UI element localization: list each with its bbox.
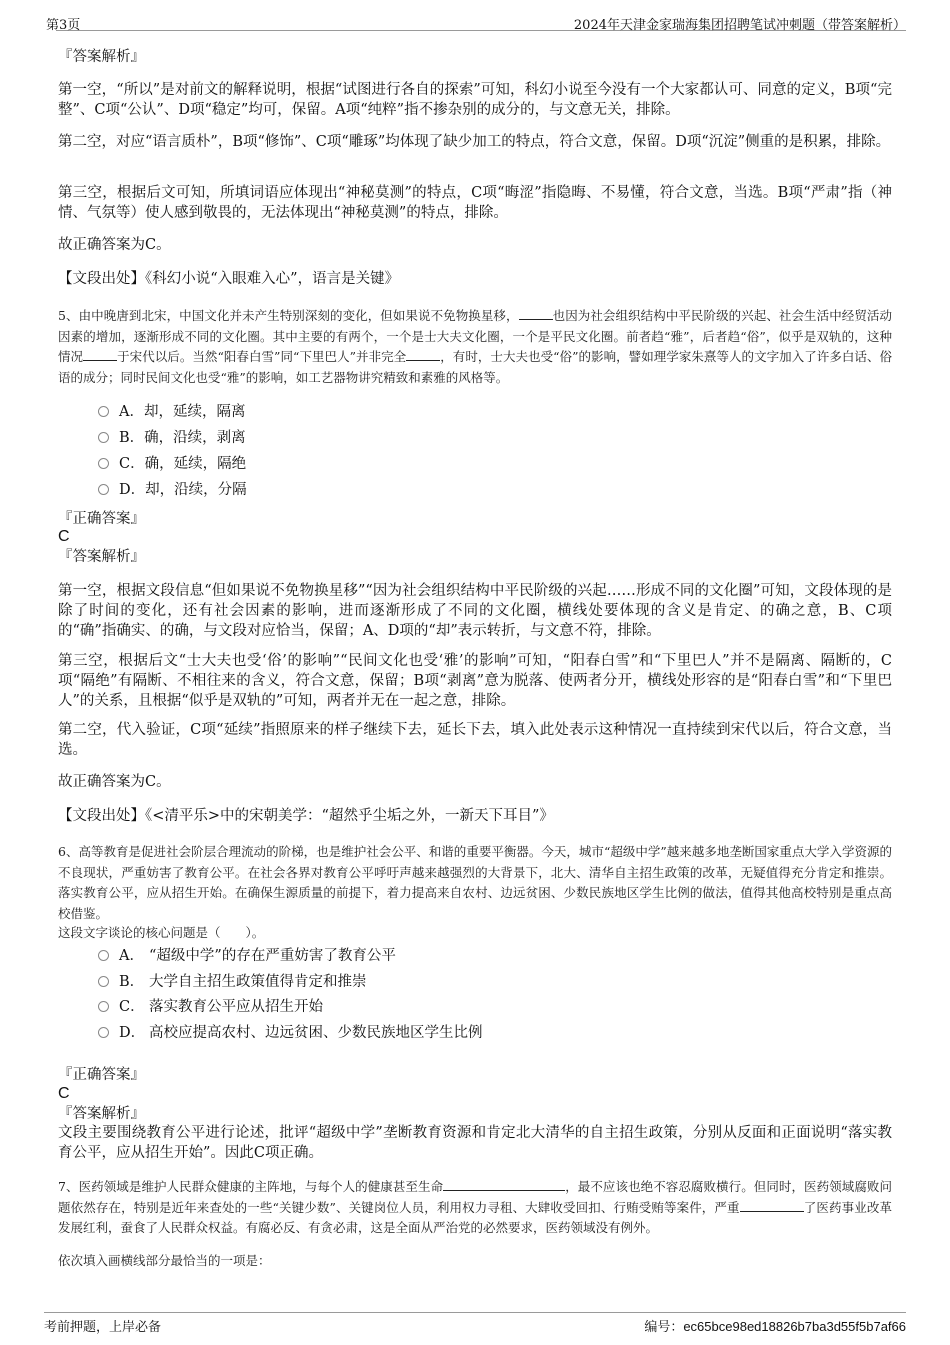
q5-option-c[interactable]: C．确，延续，隔绝 bbox=[98, 454, 246, 474]
q6-option-a[interactable]: A． “超级中学”的存在严重妨害了教育公平 bbox=[98, 946, 396, 966]
q4-source: 【文段出处】《科幻小说“入眼难入心”，语言是关键》 bbox=[58, 271, 400, 287]
q6-option-b[interactable]: B． 大学自主招生政策值得肯定和推崇 bbox=[98, 972, 367, 992]
q5-option-a[interactable]: A．却，延续，隔离 bbox=[98, 402, 245, 422]
q5-blank-3 bbox=[406, 348, 440, 361]
q5-conclusion: 故正确答案为C。 bbox=[58, 774, 171, 790]
q5-stem-part4: ，有时，士大夫也受“俗”的影响，譬如理学家朱熹等人的文字加入了许多白话、俗语的成分；同时民间文化也受“雅”的影响，如工艺器物讲究精致和素雅的风格等。 bbox=[58, 349, 892, 385]
document-title: 2024年天津金家瑞海集团招聘笔试冲刺题（带答案解析） bbox=[573, 18, 906, 33]
radio-icon[interactable] bbox=[98, 976, 109, 987]
q7-blank-2 bbox=[740, 1199, 804, 1212]
q5-source: 【文段出处】《<清平乐>中的宋朝美学：“超然乎尘垢之外，一新天下耳目”》 bbox=[58, 808, 554, 824]
q5-analysis-p3: 第二空，代入验证，C项“延续”指照原来的样子继续下去，延长下去，填入此处表示这种情况一直持续到宋代以后，符合文意，当选。 bbox=[58, 722, 892, 758]
code-value: ec65bce98ed18826b7ba3d55f5b7af66 bbox=[683, 1319, 906, 1334]
radio-icon[interactable] bbox=[98, 484, 109, 495]
q7-question: 依次填入画横线部分最恰当的一项是： bbox=[58, 1253, 271, 1268]
q6-question: 这段文字谈论的核心问题是（ ）。 bbox=[58, 925, 265, 940]
code-label: 编号： bbox=[644, 1320, 684, 1335]
radio-icon[interactable] bbox=[98, 950, 109, 961]
footer-slogan: 考前押题，上岸必备 bbox=[44, 1320, 162, 1335]
q6-analysis-label: 『答案解析』 bbox=[58, 1106, 145, 1122]
radio-icon[interactable] bbox=[98, 406, 109, 417]
q5-analysis-p1: 第一空，根据文段信息“但如果说不免物换星移”“因为社会组织结构中平民阶级的兴起……形成不同的文化圈”可知，文段体现的是除了时间的变化，还有社会因素的影响，进而逐渐形成了不同的文化圈，横线处要体现的含义是肯定、的确之意，B、C项的“确”指确实、的确，与文段对应恰当，保留；A、D项的“却”表示转折，与文意不符，排除。 bbox=[58, 583, 892, 639]
q5-correct-label: 『正确答案』 bbox=[58, 511, 145, 527]
q5-stem-part1: 5、由中晚唐到北宋，中国文化并未产生特别深刻的变化，但如果说不免物换星移， bbox=[58, 308, 519, 323]
radio-icon[interactable] bbox=[98, 1001, 109, 1012]
q7-stem-part3: 了医药事业改革发展红利，蚕食了人民群众权益。有腐必反、有贪必肃，这是全面从严治党的必然要求，医药领域没有例外。 bbox=[58, 1199, 892, 1235]
page-header bbox=[46, 12, 906, 33]
radio-icon[interactable] bbox=[98, 1027, 109, 1038]
q5-analysis-p2: 第三空，根据后文“士大夫也受‘俗’的影响”“民间文化也受‘雅’的影响”可知，“阳春白雪”和“下里巴人”并不是隔离、隔断的，C项“隔绝”有隔断、不相往来的含义，符合文意，保留；B项“剥离”意为脱落、使两者分开，横线处形容的是“阳春白雪”和“下里巴人”的关系，且根据“似乎是双轨的”可知，两者并无在一起之意，排除。 bbox=[58, 653, 892, 709]
radio-icon[interactable] bbox=[98, 458, 109, 469]
q4-analysis-p1: 第一空，“所以”是对前文的解释说明，根据“试图进行各自的探索”可知，科幻小说至今没有一个大家都认可、同意的定义，B项“完整”、C项“公认”、D项“稳定”均可，保留。A项“纯粹”指不掺杂别的成分的，与文意无关，排除。 bbox=[58, 82, 892, 118]
q6-option-d[interactable]: D． 高校应提高农村、边远贫困、少数民族地区学生比例 bbox=[98, 1023, 483, 1043]
q4-conclusion: 故正确答案为C。 bbox=[58, 237, 171, 253]
page-number: 第3页 bbox=[46, 18, 81, 33]
radio-icon[interactable] bbox=[98, 432, 109, 443]
q7-stem-part2: ，最不应该也绝不容忍腐败横行。但同时，医药领域腐败问题依然存在，特别是近年来查处的一些“关键少数”、关键岗位人员，利用权力寻租、大肆收受回扣、行贿受贿等案件，严重 bbox=[58, 1179, 892, 1215]
q5-blank-2 bbox=[83, 348, 117, 361]
q5-option-b[interactable]: B．确，沿续，剥离 bbox=[98, 428, 246, 448]
q5-stem-part2: 也因为社会组织结构中平民阶级的兴起、社会生活中经贸活动因素的增加，逐渐形成不同的文化圈。其中主要的有两个，一个是士大夫文化圈，一个是平民文化圈。前者趋“雅”，后者趋“俗”，似乎是双轨的，这种情况 bbox=[58, 308, 892, 364]
q4-analysis-label: 『答案解析』 bbox=[58, 49, 145, 65]
q7-stem bbox=[58, 1177, 892, 1239]
q4-analysis-p3: 第三空，根据后文可知，所填词语应体现出“神秘莫测”的特点，C项“晦涩”指隐晦、不易懂，符合文意，当选。B项“严肃”指（神情、气氛等）使人感到敬畏的，无法体现出“神秘莫测”的特点，排除。 bbox=[58, 185, 892, 221]
page-footer bbox=[44, 1312, 906, 1333]
q6-stem: 6、高等教育是促进社会阶层合理流动的阶梯，也是维护社会公平、和谐的重要平衡器。今天，城市“超级中学”越来越多地垄断国家重点大学入学资源的不良现状，严重妨害了教育公平。在社会各界对教育公平呼吁声越来越强烈的大背景下，北大、清华自主招生政策的改革，无疑值得充分肯定和推崇。落实教育公平，应从招生开始。在确保生源质量的前提下，着力提高来自农村、边远贫困、少数民族地区学生比例的做法，值得其他高校特别是重点高校借鉴。 bbox=[58, 844, 892, 921]
q6-analysis: 文段主要围绕教育公平进行论述，批评“超级中学”垄断教育资源和肯定北大清华的自主招生政策，分别从反面和正面说明“落实教育公平，应从招生开始”。因此C项正确。 bbox=[58, 1125, 892, 1161]
q4-analysis-p2: 第二空，对应“语言质朴”，B项“修饰”、C项“雕琢”均体现了缺少加工的特点，符合文意，保留。D项“沉淀”侧重的是积累，排除。 bbox=[58, 134, 891, 150]
q5-blank-1 bbox=[519, 307, 553, 320]
q5-stem-part3: 于宋代以后。当然“阳春白雪”同“下里巴人”并非完全 bbox=[117, 349, 407, 364]
q7-blank-1 bbox=[443, 1178, 565, 1191]
q5-analysis-label: 『答案解析』 bbox=[58, 549, 145, 565]
q6-option-c[interactable]: C． 落实教育公平应从招生开始 bbox=[98, 997, 323, 1017]
document-code bbox=[644, 1316, 906, 1335]
q5-stem bbox=[58, 306, 892, 388]
q5-correct-answer: C bbox=[58, 528, 70, 545]
q7-stem-part1: 7、医药领域是维护人民群众健康的主阵地，与每个人的健康甚至生命 bbox=[58, 1179, 444, 1194]
q5-option-d[interactable]: D．却，沿续，分隔 bbox=[98, 480, 247, 500]
q6-correct-label: 『正确答案』 bbox=[58, 1067, 145, 1083]
q6-correct-answer: C bbox=[58, 1085, 70, 1102]
